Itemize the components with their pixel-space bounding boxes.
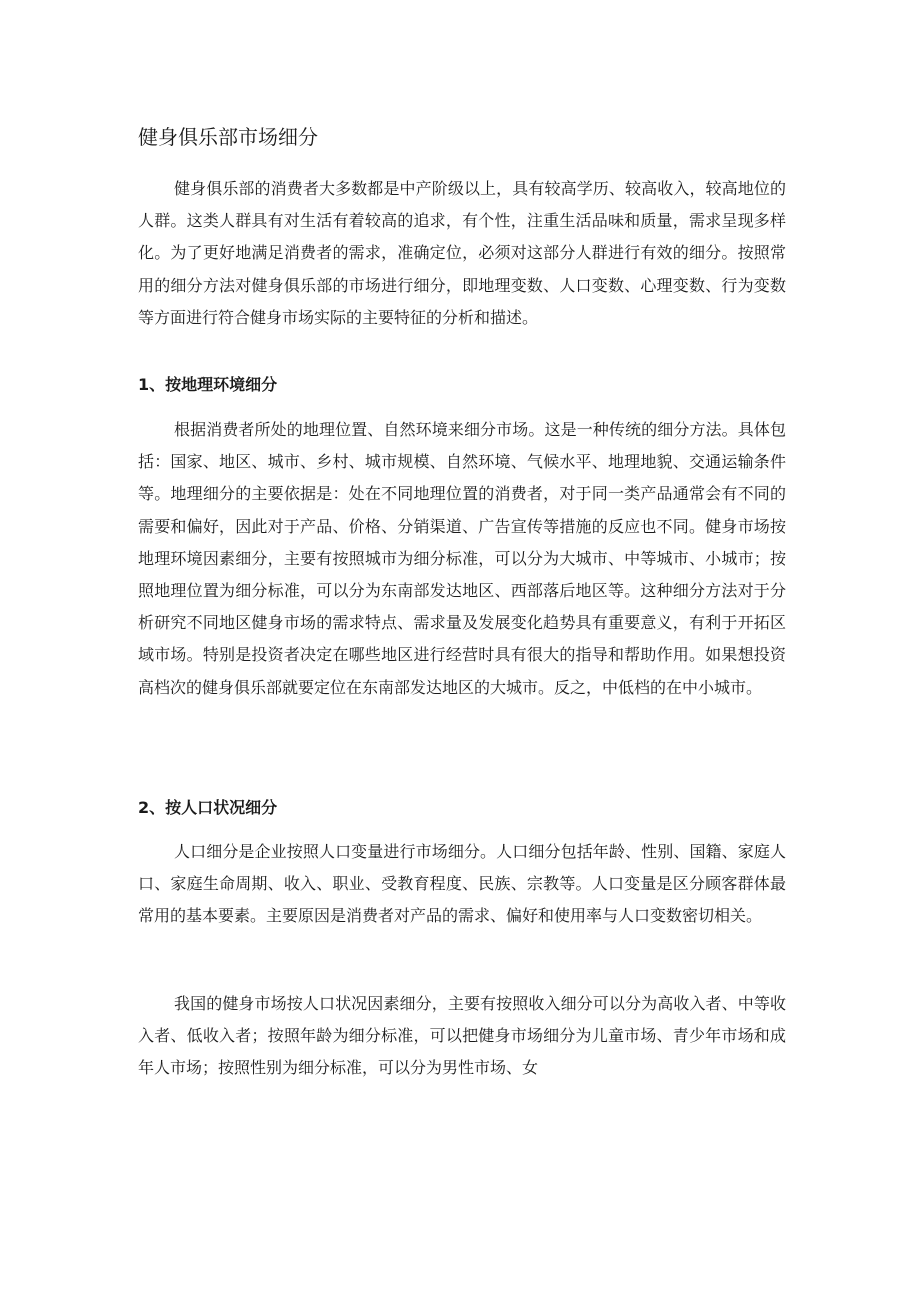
geography-paragraph: 根据消费者所处的地理位置、自然环境来细分市场。这是一种传统的细分方法。具体包括：国家、地区、城市、乡村、城市规模、自然环境、气候水平、地理地貌、交通运输条件等。地理细分的主要依据是：处在不同地理位置的消费者，对于同一类产品通常会有不同的需要和偏好，因此对于产品、价格、分销渠道、广告宣传等措施的反应也不同。健身市场按地理环境因素细分，主要有按照城市为细分标准，可以分为大城市、中等城市、小城市；按照地理位置为细分标准，可以分为东南部发达地区、西部落后地区等。这种细分方法对于分析研究不同地区健身市场的需求特点、需求量及发展变化趋势具有重要意义，有利于开拓区域市场。特别是投资者决定在哪些地区进行经营时具有很大的指导和帮助作用。如果想投资高档次的健身俱乐部就要定位在东南部发达地区的大城市。反之，中低档的在中小城市。 [138, 420, 786, 697]
section-heading-population: 2、按人口状况细分 [138, 798, 278, 817]
section-heading-geography: 1、按地理环境细分 [138, 375, 278, 394]
intro-paragraph: 健身俱乐部的消费者大多数都是中产阶级以上，具有较高学历、较高收入，较高地位的人群。这类人群具有对生活有着较高的追求，有个性，注重生活品味和质量，需求呈现多样化。为了更好地满足消费者的需求，准确定位，必须对这部分人群进行有效的细分。按照常用的细分方法对健身俱乐部的市场进行细分，即地理变数、人口变数、心理变数、行为变数等方面进行符合健身市场实际的主要特征的分析和描述。 [138, 179, 786, 327]
population-paragraph-2: 我国的健身市场按人口状况因素细分，主要有按照收入细分可以分为高收入者、中等收入者、低收入者；按照年龄为细分标准，可以把健身市场细分为儿童市场、青少年市场和成年人市场；按照性别为细分标准，可以分为男性市场、女 [138, 994, 786, 1078]
population-paragraph-1: 人口细分是企业按照人口变量进行市场细分。人口细分包括年龄、性别、国籍、家庭人口、家庭生命周期、收入、职业、受教育程度、民族、宗教等。人口变量是区分顾客群体最常用的基本要素。主要原因是消费者对产品的需求、偏好和使用率与人口变数密切相关。 [138, 842, 786, 926]
page-title: 健身俱乐部市场细分 [138, 125, 318, 149]
